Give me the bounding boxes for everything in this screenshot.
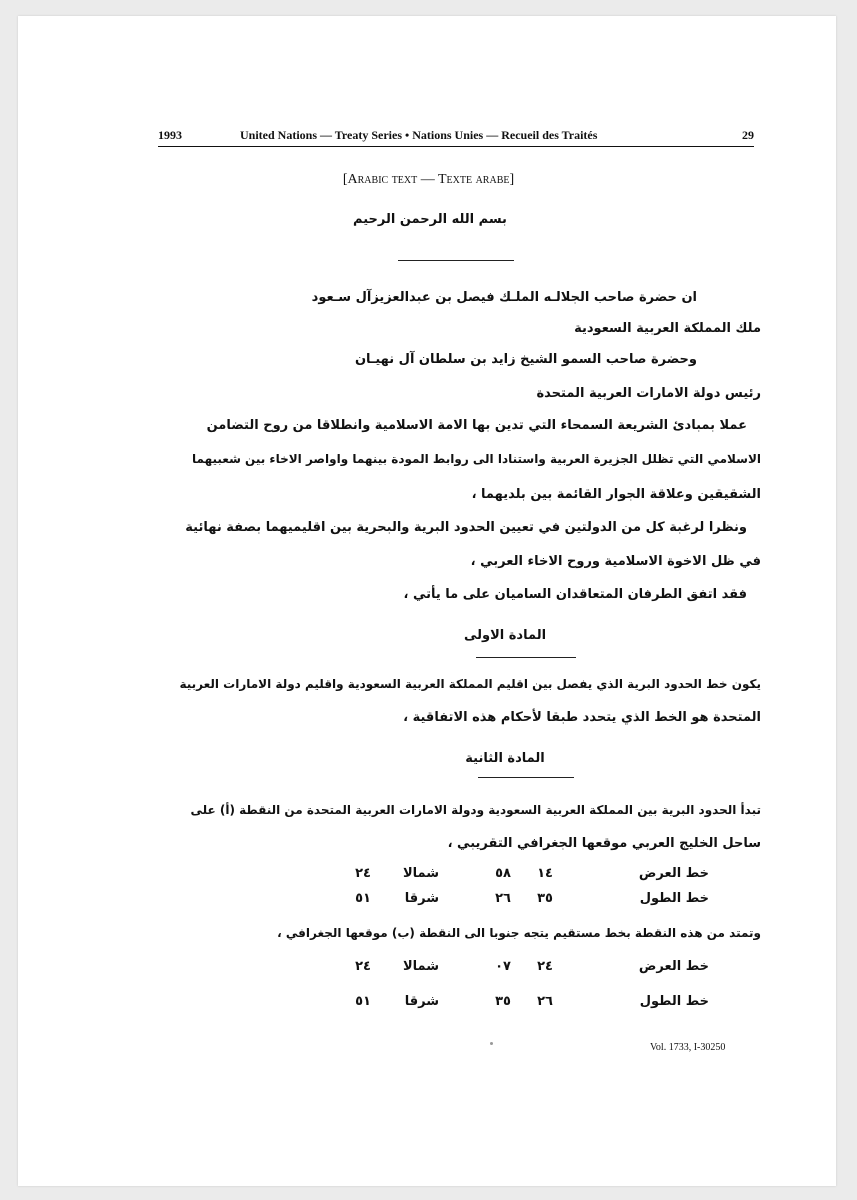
header-page-number: 29 [742,128,754,142]
point-a-lat-dir: شمالا [402,866,439,881]
preamble-line: رئيس دولة الامارات العربية المتحدة [536,386,761,401]
point-a-lat-deg: ٢٤ [355,866,371,881]
preamble-line: وحضرة صاحب السمو الشيخ زايد بن سلطان آل نهيـان [354,352,697,367]
header-rule [158,146,754,147]
volume-reference: Vol. 1733, I-30250 [650,1042,726,1053]
preamble-line: الاسلامي التي تظلل الجزيرة العربية واستنادا الى روابط المودة بينهما واواصر الاخاء بين شعبيهما [192,452,761,466]
point-a-lon-sec: ٢٦ [495,891,511,906]
preamble-line: عملا بمبادئ الشريعة السمحاء التي تدين بها الامة الاسلامية وانطلاقا من روح التضامن [206,418,747,433]
point-b-lat-sec: ٢٤ [537,959,553,974]
article-1-underline [476,657,576,658]
header-year: 1993 [158,128,182,142]
preamble-line: ونظرا لرغبة كل من الدولتين في تعيين الحدود البرية والبحرية بين اقليميهما بصفة نهائية [185,520,747,535]
point-a-lat-min: ١٤ [537,866,553,881]
article-2-continuation: وتمتد من هذه النقطة بخط مستقيم يتجه جنوبا الى النقطة (ب) موقعها الجغرافي ، [277,926,761,940]
point-a-lon-label: خط الطول [639,891,709,906]
point-b-lon-dir: شرقا [404,994,439,1009]
preamble-line: ملك المملكة العربية السعودية [574,321,761,336]
point-b-lon-label: خط الطول [639,994,709,1009]
point-b-lon-deg: ٥١ [355,994,371,1009]
article-1-line: المتحدة هو الخط الذي يتحدد طبقا لأحكام هذه الاتفاقية ، [403,710,761,725]
article-2-underline [478,777,574,778]
point-a-lon-min: ٣٥ [537,891,553,906]
point-a-lon-dir: شرقا [404,891,439,906]
point-b-lat-dir: شمالا [402,959,439,974]
article-2-line: ساحل الخليج العربي موقعها الجغرافي التقريبي ، [447,836,761,851]
preamble-line: في ظل الاخوة الاسلامية وروح الاخاء العربي ، [470,554,761,569]
point-b-lat-label: خط العرض [638,959,709,974]
article-1-heading: المادة الاولى [463,628,547,643]
point-a-lat-sec: ٥٨ [495,866,511,881]
preamble-line: ان حضرة صاحب الجلالـه الملـك فيصل بن عبدالعزيزآل سـعود [311,290,697,305]
point-a-lat-label: خط العرض [638,866,709,881]
separator-rule [398,260,514,261]
text-language-label: [Arabic text — Texte arabe] [342,172,515,187]
preamble-line: الشقيقين وعلاقة الجوار القائمة بين بلديهما ، [471,487,761,502]
point-b-lon-min: ٣٥ [495,994,511,1009]
scan-speck [490,1042,493,1045]
point-b-lat-min: ٠٧ [495,959,511,974]
article-2-line: تبدأ الحدود البرية بين المملكة العربية السعودية ودولة الامارات العربية المتحدة من النقطة (أ) على [190,803,761,817]
preamble-line: فقد اتفق الطرفان المتعاقدان الساميان على ما يأتي ، [403,587,747,602]
basmala: بسم الله الرحمن الرحيم [353,212,507,227]
point-b-lon-sec: ٢٦ [537,994,553,1009]
article-1-line: يكون خط الحدود البرية الذي يفصل بين اقليم المملكة العربية السعودية واقليم دولة الامارات العربية [179,677,761,691]
article-2-heading: المادة الثانية [465,751,545,766]
header-title: United Nations — Treaty Series • Nations Unies — Recueil des Traités [240,128,598,142]
point-b-lat-deg: ٢٤ [355,959,371,974]
point-a-lon-deg: ٥١ [355,891,371,906]
